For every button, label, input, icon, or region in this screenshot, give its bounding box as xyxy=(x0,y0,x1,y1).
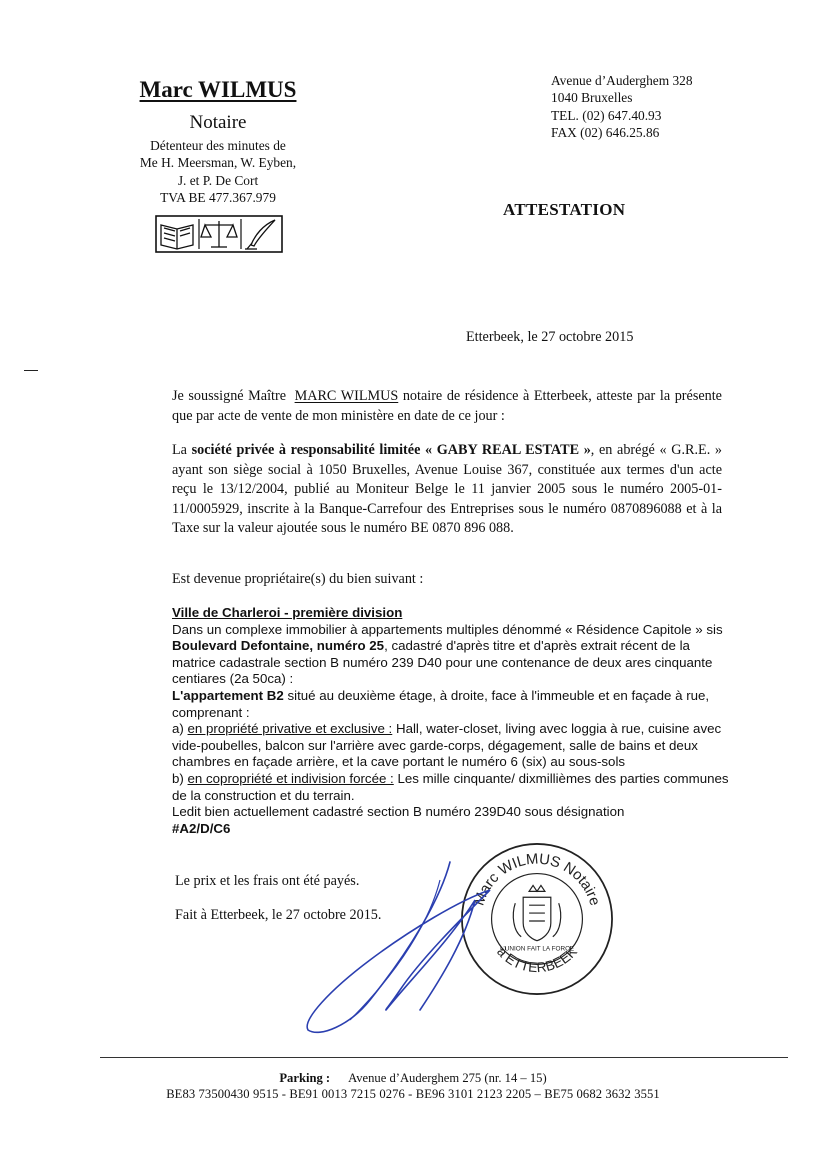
notary-name: Marc WILMUS xyxy=(139,77,297,102)
margin-mark xyxy=(24,370,38,371)
para2-before: La xyxy=(172,442,192,458)
footer-parking xyxy=(0,1071,826,1086)
seal-top-text: Marc WILMUS Notaire xyxy=(471,851,603,908)
detail-line: Détenteur des minutes de xyxy=(150,138,286,153)
item-a-heading: en propriété privative et exclusive : xyxy=(187,721,393,737)
paragraph-attestation xyxy=(172,387,722,426)
detail-line: J. et P. De Cort xyxy=(177,172,259,188)
item-b-heading: en copropriété et indivision forcée : xyxy=(187,770,394,786)
address-fax: FAX (02) 646.25.86 xyxy=(551,125,660,141)
apartment-rest: situé au deuxième étage, à droite, face à l'immeuble et en façade à rue, comprenant : xyxy=(172,687,710,720)
notary-details xyxy=(120,137,316,206)
document-title: ATTESTATION xyxy=(503,200,626,219)
letterhead-left xyxy=(120,76,316,206)
property-heading: Ville de Charleroi - première division xyxy=(172,605,403,620)
seal-motto: L'UNION FAIT LA FORCE xyxy=(499,945,575,953)
item-a-label: a) xyxy=(172,721,188,737)
footer-bank-accounts: BE83 73500430 9515 - BE91 0013 7215 0276 - BE96 3101 2123 2205 – BE75 0682 3632 3551 xyxy=(166,1087,660,1101)
seal-bottom-text: à ETTERBEEK xyxy=(494,943,581,976)
para2-after: , en abrégé « G.R.E. » ayant son siège social à 1050 Bruxelles, Avenue Louise 367, constituée aux termes d'un acte reçu le 13/12/2004, publié au Moniteur Belge le 11 janvier 2005 sous le numéro 2005-01-11/0005929, inscrite à la Banque-Carrefour des Entreprises sous le numéro 0870896088 et à la Taxe sur la valeur ajoutée sous le numéro BE 0870 896 088. xyxy=(172,442,723,537)
handwritten-signature xyxy=(290,860,540,1040)
item-a-text: Hall, water-closet, living avec loggia à rue, cuisine avec vide-poubelles, balcon sur l'arrière avec garde-corps, dégagement, salle de bains et deux chambres en façade arrière, et la cave portant le numéro 6 (six) au sous-sols xyxy=(172,721,722,770)
date-line: Etterbeek, le 27 octobre 2015 xyxy=(466,329,634,345)
book-icon xyxy=(161,225,193,249)
buyer-name: société privée à responsabilité limitée « GABY REAL ESTATE » xyxy=(191,442,591,458)
intro-address: Boulevard Defontaine, numéro 25 xyxy=(172,638,385,654)
parking-address: Avenue d’Auderghem 275 (nr. 14 – 15) xyxy=(348,1071,547,1085)
letterhead-address xyxy=(551,72,693,142)
address-phone: TEL. (02) 647.40.93 xyxy=(551,107,662,123)
intro-a: Dans un complexe immobilier à appartements multiples dénommé « Résidence Capitole » sis xyxy=(172,621,723,637)
item-b-text: Les mille cinquante/ dixmillièmes des parties communes de la construction et du terrain. xyxy=(172,770,729,803)
address-city: 1040 Bruxelles xyxy=(551,90,633,106)
cadastre-line: Ledit bien actuellement cadastré section B numéro 239D40 sous désignation xyxy=(172,804,625,820)
notary-role: Notaire xyxy=(189,112,247,133)
paragraph-property-intro: Est devenue propriétaire(s) du bien suivant : xyxy=(172,571,424,587)
paragraph-buyer xyxy=(172,441,722,539)
address-street: Avenue d’Auderghem 328 xyxy=(551,73,693,88)
detail-line: Me H. Meersman, W. Eyben, xyxy=(139,155,297,171)
scales-icon xyxy=(201,221,237,247)
notary-logo xyxy=(155,215,283,253)
intro-c: , cadastré d'après titre et d'après extrait récent de la matrice cadastrale section B numéro 239 D40 pour une contenance de deux ares cinquante centiares (2a 50ca) : xyxy=(172,638,713,687)
parking-label: Parking : xyxy=(279,1071,331,1085)
designation-code: #A2/D/C6 xyxy=(172,820,231,836)
item-b-label: b) xyxy=(172,770,188,786)
para1-after: notaire de résidence à Etterbeek, atteste par la présente que par acte de vente de mon ministère en date de ce jour : xyxy=(172,388,722,424)
quill-pen-icon xyxy=(245,220,275,249)
payment-statement: Le prix et les frais ont été payés. xyxy=(175,873,360,889)
para1-name: MARC WILMUS xyxy=(294,388,399,404)
apartment-label: L'appartement B2 xyxy=(172,687,284,703)
signature-place-date: Fait à Etterbeek, le 27 octobre 2015. xyxy=(175,907,382,923)
detail-line: TVA BE 477.367.979 xyxy=(160,189,276,205)
property-description xyxy=(172,605,732,837)
para1-before: Je soussigné Maître xyxy=(172,388,291,404)
footer-divider xyxy=(100,1057,788,1058)
